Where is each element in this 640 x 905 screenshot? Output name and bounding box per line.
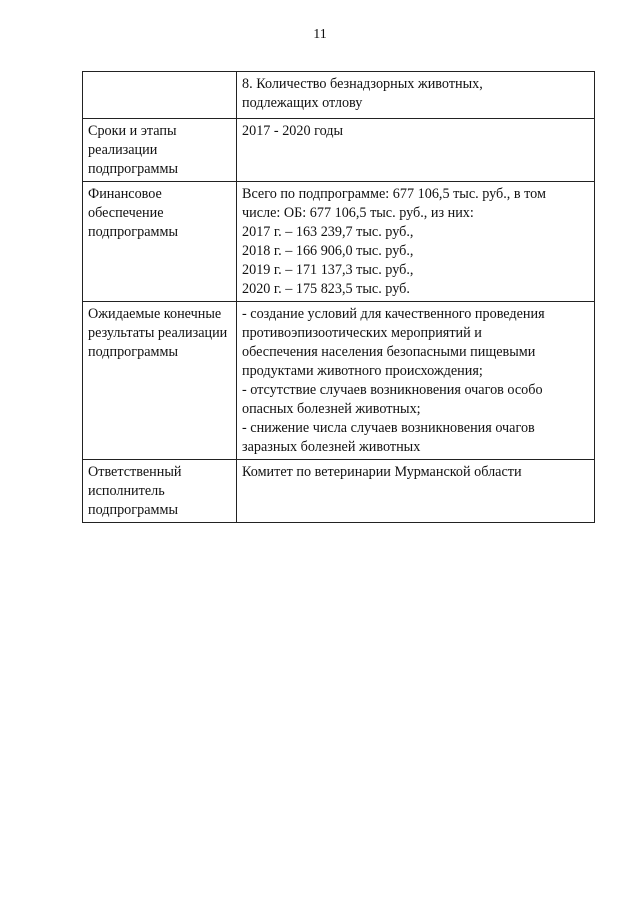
text-line: 2020 г. – 175 823,5 тыс. руб. bbox=[242, 281, 410, 297]
text-line: 2018 г. – 166 906,0 тыс. руб., bbox=[242, 243, 414, 259]
text-line: Всего по подпрограмме: 677 106,5 тыс. руб., в том bbox=[242, 186, 546, 202]
funding-value bbox=[237, 182, 595, 302]
animal-capture-indicator bbox=[237, 72, 595, 119]
subprogram-passport-table bbox=[82, 71, 595, 523]
text-line: Финансовое bbox=[88, 186, 162, 202]
text-line: - отсутствие случаев возникновения очагов особо bbox=[242, 382, 543, 398]
table-row bbox=[83, 182, 595, 302]
text-line: числе: ОБ: 677 106,5 тыс. руб., из них: bbox=[242, 205, 474, 221]
text-line: результаты реализации bbox=[88, 325, 228, 341]
table-row bbox=[83, 460, 595, 523]
text-line: - создание условий для качественного проведения bbox=[242, 306, 545, 322]
table-row bbox=[83, 119, 595, 182]
expected-results-label bbox=[83, 302, 237, 460]
text-line: 2019 г. – 171 137,3 тыс. руб., bbox=[242, 262, 414, 278]
text-line: Ответственный bbox=[88, 464, 182, 480]
table-row bbox=[83, 302, 595, 460]
text-line: продуктами животного происхождения; bbox=[242, 363, 483, 379]
table-row bbox=[83, 72, 595, 119]
text-line: Сроки и этапы bbox=[88, 123, 177, 139]
text-line: подпрограммы bbox=[88, 502, 178, 518]
text-line: исполнитель bbox=[88, 483, 165, 499]
text-line: противоэпизоотических мероприятий и bbox=[242, 325, 482, 341]
text-line: реализации bbox=[88, 142, 158, 158]
responsible-executor-label bbox=[83, 460, 237, 523]
expected-results-value bbox=[237, 302, 595, 460]
row-label-empty bbox=[83, 72, 237, 119]
responsible-executor-value bbox=[237, 460, 595, 523]
text-line: Ожидаемые конечные bbox=[88, 306, 222, 322]
text-line: Комитет по ветеринарии Мурманской области bbox=[242, 464, 522, 480]
text-line: подпрограммы bbox=[88, 161, 178, 177]
funding-label bbox=[83, 182, 237, 302]
text-line: 2017 - 2020 годы bbox=[242, 123, 344, 139]
timeline-value bbox=[237, 119, 595, 182]
timeline-label bbox=[83, 119, 237, 182]
text-line: заразных болезней животных bbox=[242, 439, 421, 455]
text-line: 2017 г. – 163 239,7 тыс. руб., bbox=[242, 224, 414, 240]
text-line: обеспечение bbox=[88, 205, 164, 221]
text-line: 8. Количество безнадзорных животных, bbox=[242, 76, 483, 92]
text-line: подпрограммы bbox=[88, 224, 178, 240]
text-line: подлежащих отлову bbox=[242, 95, 363, 111]
text-line: опасных болезней животных; bbox=[242, 401, 421, 417]
text-line: обеспечения населения безопасными пищевыми bbox=[242, 344, 536, 360]
text-line: - снижение числа случаев возникновения очагов bbox=[242, 420, 535, 436]
text-line: подпрограммы bbox=[88, 344, 178, 360]
page-number: 11 bbox=[313, 27, 327, 42]
